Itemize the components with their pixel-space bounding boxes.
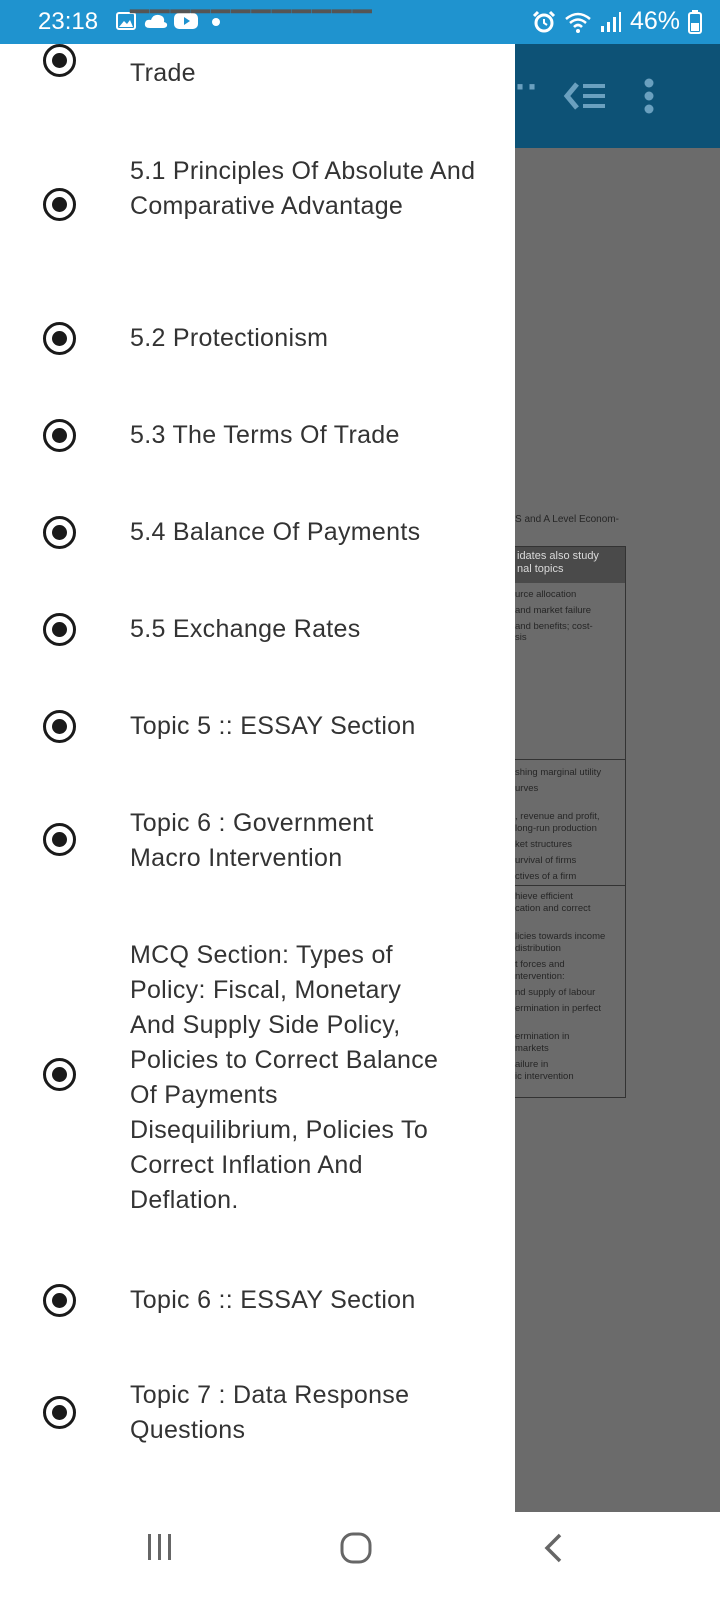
drawer-item[interactable] [0,609,515,653]
radio-selected-icon [43,1396,76,1429]
doc-line: and benefits; cost- [515,621,593,632]
overflow-dots-partial-icon: ·· [515,66,539,107]
drawer-item-label: 5.5 Exchange Rates [130,615,361,643]
doc-line: urves [515,783,539,794]
battery-percent: 46% [629,7,680,35]
clipped-heading-fragment: ▔▔▔▔▔▔▔▔▔▔▔▔ [130,11,373,39]
doc-line: shing marginal utility [515,767,602,778]
radio-selected-icon [43,1284,76,1317]
status-time: 23:18 [38,8,99,35]
drawer-item[interactable] [0,152,515,262]
doc-line: ailure in [515,1059,549,1070]
doc-line: , revenue and profit, [515,811,600,822]
drawer-item-label: 5.2 Protectionism [130,324,329,352]
doc-line: sis [515,632,527,643]
doc-line: ntervention: [515,971,565,982]
drawer-item[interactable] [0,1280,515,1324]
radio-selected-icon [43,710,76,743]
alarm-icon [532,10,556,34]
doc-line: long-run production [515,823,597,834]
drawer-item-label: 5.4 Balance Of Payments [130,518,421,546]
doc-line: ermination in [515,1031,570,1042]
doc-table-header: idates also study nal topics [515,547,625,583]
home-icon[interactable] [340,1532,372,1564]
doc-line: distribution [515,943,561,954]
drawer-item-label: Trade [130,59,196,87]
drawer-item-label: Topic 6 :: ESSAY Section [130,1286,416,1314]
drawer-item[interactable] [0,706,515,750]
recent-apps-icon[interactable] [146,1532,174,1562]
drawer-item[interactable] [0,415,515,459]
wifi-icon [564,11,592,33]
drawer-item-label: Topic 6 : Government Macro Intervention [130,809,374,872]
status-right [532,7,702,36]
doc-table [515,546,626,1098]
drawer-item[interactable] [0,44,515,110]
doc-line: ermination in perfect [515,1003,602,1014]
doc-line: licies towards income [515,931,606,942]
battery-icon [688,10,702,34]
toc-list-icon[interactable] [563,80,607,112]
radio-selected-icon [43,322,76,355]
doc-line: hieve efficient [515,891,573,902]
drawer-item[interactable] [0,936,515,1222]
doc-line: ic intervention [515,1071,574,1082]
doc-divider [515,885,625,886]
background-document [515,514,625,1164]
back-icon[interactable] [542,1532,564,1564]
drawer-item-label: MCQ Section: Types of Policy: Fiscal, Monetary And Supply Side Policy, Policies to Correct Balance Of Payments Disequilibrium, Policies To Correct Inflation And Deflation. [130,941,439,1214]
radio-selected-icon [43,419,76,452]
drawer-item-label: 5.1 Principles Of Absolute And Comparative Advantage [130,157,476,220]
more-vert-icon[interactable] [643,78,655,114]
doc-title: S and A Level Econom- [515,514,619,525]
drawer-item[interactable] [0,804,515,880]
doc-line: urvival of firms [515,855,577,866]
background-app-scrim[interactable] [515,44,720,1512]
system-nav-bar [0,1512,720,1600]
drawer-item[interactable] [0,1376,515,1452]
doc-line: ctives of a firm [515,871,577,882]
drawer-item-label: Topic 5 :: ESSAY Section [130,712,416,740]
radio-selected-icon [43,1058,76,1091]
drawer-item-label: Topic 7 : Data Response Questions [130,1381,410,1444]
radio-selected-icon [43,613,76,646]
doc-line: and market failure [515,605,592,616]
radio-selected-icon [43,188,76,221]
radio-selected-icon [43,823,76,856]
doc-divider [515,759,625,760]
drawer-item[interactable] [0,512,515,556]
radio-selected-icon [43,516,76,549]
drawer-item-label: 5.3 The Terms Of Trade [130,421,400,449]
doc-line: ket structures [515,839,573,850]
radio-selected-icon [43,44,76,77]
doc-line: nd supply of labour [515,987,596,998]
doc-line: urce allocation [515,589,577,600]
doc-line: cation and correct [515,903,591,914]
drawer-item[interactable] [0,318,515,362]
app-toolbar [515,44,720,148]
doc-line: markets [515,1043,549,1054]
signal-icon [600,11,622,33]
doc-line: t forces and [515,959,565,970]
